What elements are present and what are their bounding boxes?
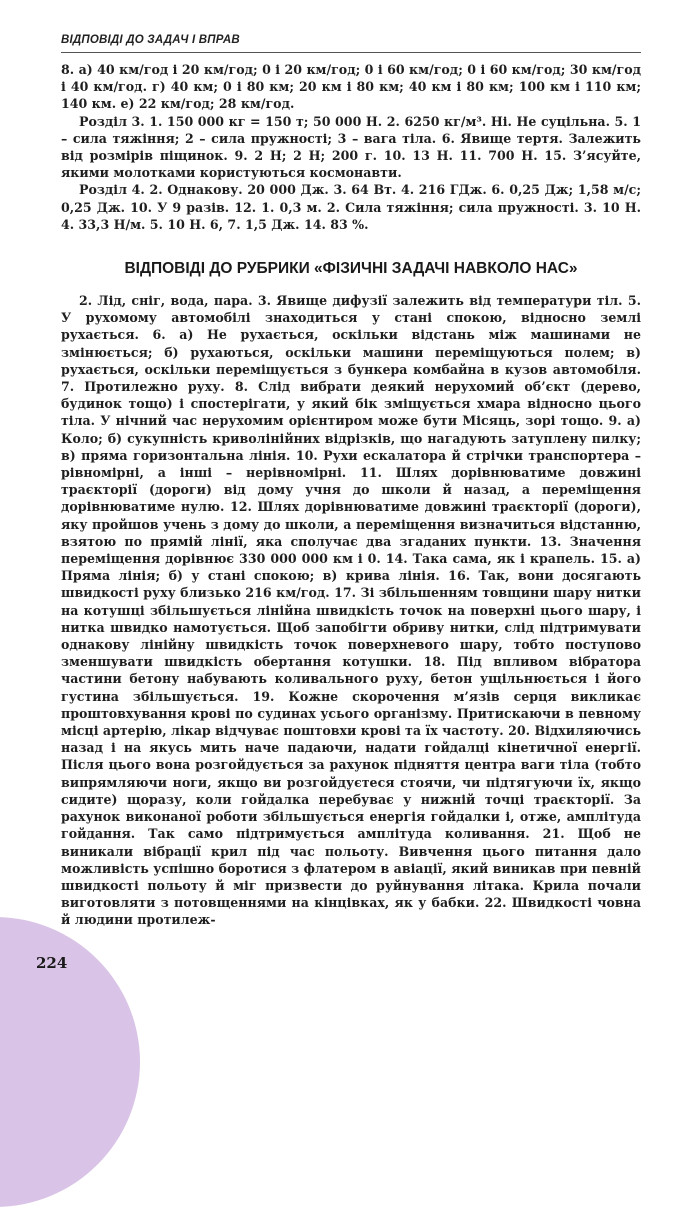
answers-paragraph: 8. а) 40 км/год і 20 км/год; 0 і 20 км/год; 0 і 60 км/год; 0 і 60 км/год; 30 км/год і 40 км/год. г) 40 км; 0 і 80 км; 20 км і 80 км; 40 км і 80 км; 100 км і 110 км; 140 км. е) 22 км/год; 28 км/год.: [61, 62, 641, 112]
answers-paragraph: Розділ 3. 1. 150 000 кг = 150 т; 50 000 Н. 2. 6250 кг/м³. Ні. Не суцільна. 5. 1 – сила тяжіння; 2 – сила пружності; 3 – вага тіла. 6. Явище тертя. Залежить від розмірів піщинок. 9. 2 Н; 2 Н; 200 г. 10. 13 Н. 11. 700 Н. 15. З’ясуйте, якими молотками користуються космонавти.: [61, 113, 641, 181]
running-header: ВІДПОВІДІ ДО ЗАДАЧ І ВПРАВ: [61, 34, 240, 46]
answers-section: [61, 61, 641, 233]
rubric-heading: ВІДПОВІДІ ДО РУБРИКИ «ФІЗИЧНІ ЗАДАЧІ НАВКОЛО НАС»: [124, 260, 578, 277]
rubric-paragraph: 2. Лід, сніг, вода, пара. 3. Явище дифузії залежить від температури тіл. 5. У рухомому автомобілі знаходиться у стані спокою, відносно землі рухається. 6. а) Не рухається, оскільки відстань між машинами не змінюється; б) рухаються, оскільки машини переміщуються полем; в) рухається, оскільки переміщується з бункера комбайна в кузов автомобіля. 7. Протилежно руху. 8. Слід вибрати деякий нерухомий об’єкт (дерево, будинок тощо) і спостерігати, у який бік зміщується хмара відносно цього тіла. У нічний час нерухомим орієнтиром може бути Місяць, зорі тощо. 9. а) Коло; б) сукупність криволінійних відрізків, що нагадують затуплену пилку; в) пряма горизонтальна лінія. 10. Рухи ескалатора й стрічки транспортера – рівномірні, а інші – нерівномірні. 11. Шлях дорівнюватиме довжині траєкторії (дороги) від дому учня до школи й назад, а переміщення дорівнюватиме нулю. 12. Шлях дорівнюватиме довжині траєкторії (дороги), яку пройшов учень з дому до школи, а переміщення визначиться відстанню, взятою по прямій лінії, яка сполучає два згаданих пункти. 13. Значення переміщення дорівнює 330 000 000 км і 0. 14. Така сама, як і крапель. 15. а) Пряма лінія; б) у стані спокою; в) крива лінія. 16. Так, вони досягають швидкості руху близько 216 км/год. 17. Зі збільшенням товщини шару нитки на котушці збільшується лінійна швидкість точок на поверхні цього шару, і нитка швидко намотується. Щоб запобігти обриву нитки, слід підтримувати однакову лінійну швидкість точок поверхневого шару, тобто поступово зменшувати швидкість обертання котушки. 18. Під впливом вібратора частини бетону набувають коливального руху, бетон ущільнюється і його густина збільшується. 19. Кожне скорочення м’язів серця викликає проштовхування крові по судинах усього організму. Притискаючи в певному місці артерію, лікар відчуває поштовхи крові та їх частоту. 20. Відхиляючись назад і на якусь мить наче падаючи, надати гойдалці кінетичної енергії. Після цього вона розгойдується за рахунок підняття центра ваги тіла (тобто випрямляючи ноги, якщо ви розгойдуєтеся стоячи, чи підтягуючи їх, якщо сидите) щоразу, коли гойдалка перебуває у нижній точці траєкторії. За рахунок виконаної роботи збільшується енергія гойдалки і, отже, амплітуда гойдання. Так само підтримується амплітуда коливання. 21. Щоб не виникали вібрації крил під час польоту. Вивчення цього питання дало можливість успішно боротися з флатером в авіації, який виникав при певній швидкості польоту й міг призвести до руйнування літака. Крила почали виготовляти з потовщеннями на кінцівках, як у бабки. 22. Швидкості човна й людини протилеж-: [61, 293, 641, 928]
decorative-corner-circle: [0, 917, 140, 1207]
header-divider: [61, 52, 641, 53]
rubric-section: [61, 292, 641, 929]
page-number: 224: [36, 954, 68, 972]
answers-paragraph: Розділ 4. 2. Однакову. 20 000 Дж. 3. 64 Вт. 4. 216 ГДж. 6. 0,25 Дж; 1,58 м/с; 0,25 Дж. 10. У 9 разів. 12. 1. 0,3 м. 2. Сила тяжіння; сила пружності. 3. 10 Н. 4. 33,3 Н/м. 5. 10 Н. 6, 7. 1,5 Дж. 14. 83 %.: [61, 182, 641, 232]
